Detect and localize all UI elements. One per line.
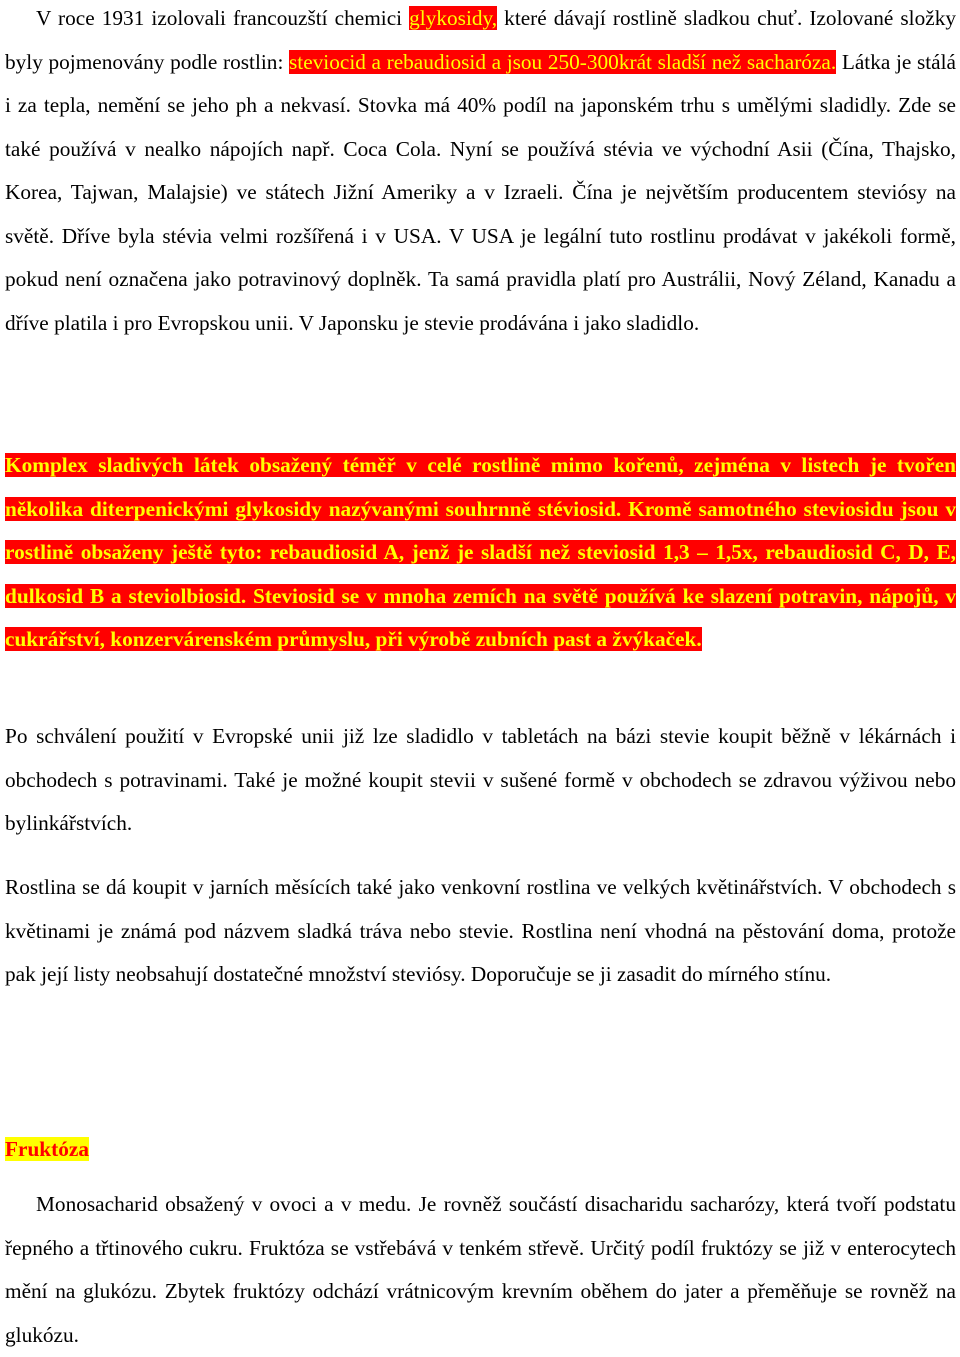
highlight-sweet-compounds: Komplex sladivých látek obsažený téměř v celé rostlině mimo kořenů, zejména v listech je tvořen několika diterpenickými glykosidy nazývanými souhrnně stéviosid. Kromě samotného steviosidu jsou v rostlině obsaženy ještě tyto: rebaudiosid A, jenž je sladší než steviosid 1,3 – 1,5x, rebaudiosid C, D, E, dulkosid B a steviolbiosid. Steviosid se v mnoha zemích na světě používá ke slazení potravin, nápojů, v cukrářství, konzervárenském průmyslu, při výrobě zubních past a žvýkaček. [5,453,956,651]
paragraph1-text-middle: které dávají rostlině sladkou chuť. Izolované složky byly pojmenovány podle rostlin: [5,6,956,74]
section-heading-fruktoza [5,1128,89,1172]
paragraph1-text-end: Látka je stálá i za tepla, nemění se jeho ph a nekvasí. Stovka má 40% podíl na japonském trhu s umělými sladidly. Zde se také používá v nealko nápojích např. Coca Cola. Nyní se používá stévia ve východní Asii (Čína, Thajsko, Korea, Tajwan, Malajsie) ve státech Jižní Ameriky a v Izraeli. Čína je největším producentem steviósy na světě. Dříve byla stévia velmi rozšířená i v USA. V USA je legální tuto rostlinu prodávat v jakékoli formě, pokud není označena jako potravinový doplněk. Ta samá pravidla platí pro Austrálii, Nový Zéland, Kanadu a dříve platila i pro Evropskou unii. V Japonsku je stevie prodávána i jako sladidlo. [5,49,956,335]
paragraph-stevia-history [5,0,956,345]
highlight-sweetness-ratio: steviocid a rebaudiosid a jsou 250-300krát sladší než sacharóza. [289,49,837,74]
paragraph1-text-start: V roce 1931 izolovali francouzští chemici [36,6,410,30]
paragraph-eu-availability: Po schválení použití v Evropské unii již lze sladidlo v tabletách na bázi stevie koupit běžně v lékárnách i obchodech s potravinami. Také je možné koupit stevii v sušené formě v obchodech se zdravou výživou nebo bylinkářstvích. [5,724,956,835]
paragraph-sweet-compounds [5,444,956,662]
highlight-glykosidy: glykosidy, [409,6,498,30]
highlight-fruktoza: Fruktóza [5,1137,89,1161]
paragraph-plant-purchase: Rostlina se dá koupit v jarních měsících také jako venkovní rostlina ve velkých květinářstvích. V obchodech s květinami je známá pod názvem sladká tráva nebo stevie. Rostlina není vhodná na pěstování doma, protože pak její listy neobsahují dostatečné množství steviósy. Doporučuje se ji zasadit do mírného stínu. [5,875,956,986]
paragraph-fruktoza: Monosacharid obsažený v ovoci a v medu. Je rovněž součástí disacharidu sacharózy, která tvoří podstatu řepného a třtinového cukru. Fruktóza se vstřebává v tenkém střevě. Určitý podíl fruktózy se již v enterocytech mění na glukózu. Zbytek fruktózy odchází vrátnicovým krevním oběhem do jater a přeměňuje se rovněž na glukózu. [5,1192,956,1347]
